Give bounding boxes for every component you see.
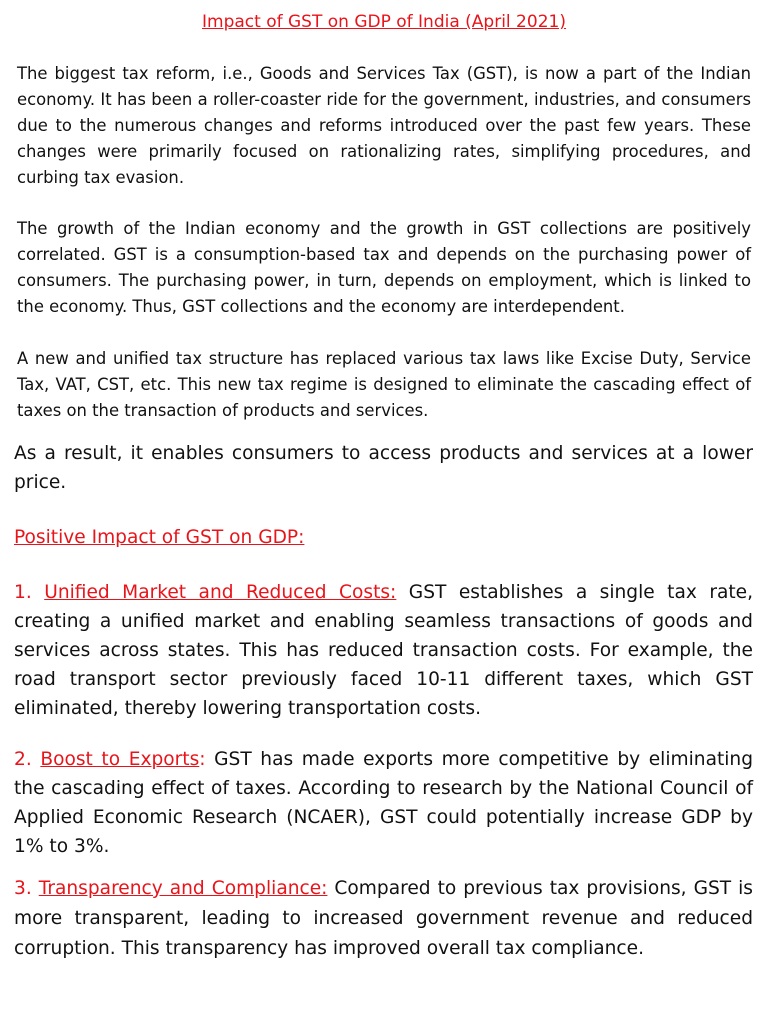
point-text: Compared to previous tax provisions, GST is more transparent, leading to increased government revenue and reduced corruption. This transparency has improved overall tax compliance. [14,878,753,959]
impact-point-3 [14,874,753,964]
impact-point-2 [14,745,753,861]
point-heading: Unified Market and Reduced Costs: [44,582,397,603]
point-heading: Transparency and Compliance: [38,878,328,899]
document-title: Impact of GST on GDP of India (April 2021) [202,12,566,32]
point-heading: Boost to Exports [40,749,200,770]
point-text: GST has made exports more competitive by eliminating the cascading effect of taxes. According to research by the National Council of Applied Economic Research (NCAER), GST could potentially increase GDP by 1% to 3%. [14,749,754,857]
point-number: 3. [14,878,39,899]
point-heading-suffix: : [199,749,206,770]
point-number: 1. [14,582,45,603]
point-number: 2. [14,749,41,770]
section-heading: Positive Impact of GST on GDP: [14,527,305,548]
result-paragraph: As a result, it enables consumers to access products and services at a lower price. [14,443,753,493]
intro-paragraph: The growth of the Indian economy and the growth in GST collections are positively correlated. GST is a consumption-based tax and depends on the purchasing power of consumers. The purchasing power, in turn, depends on employment, which is linked to the economy. Thus, GST collections and the economy are interdependent. [17,219,751,316]
point-text: GST establishes a single tax rate, creating a unified market and enabling seamless transactions of goods and services across states. This has reduced transaction costs. For example, the road transport sector previously faced 10-11 different taxes, which GST eliminated, thereby lowering transportation costs. [14,582,754,719]
impact-point-1 [14,578,753,723]
intro-paragraph: The biggest tax reform, i.e., Goods and Services Tax (GST), is now a part of the Indian economy. It has been a roller-coaster ride for the government, industries, and consumers due to the numerous changes and reforms introduced over the past few years. These changes were primarily focused on rationalizing rates, simplifying procedures, and curbing tax evasion. [17,64,751,187]
intro-paragraph: A new and unified tax structure has replaced various tax laws like Excise Duty, Service Tax, VAT, CST, etc. This new tax regime is designed to eliminate the cascading effect of taxes on the transaction of products and services. [17,349,751,420]
